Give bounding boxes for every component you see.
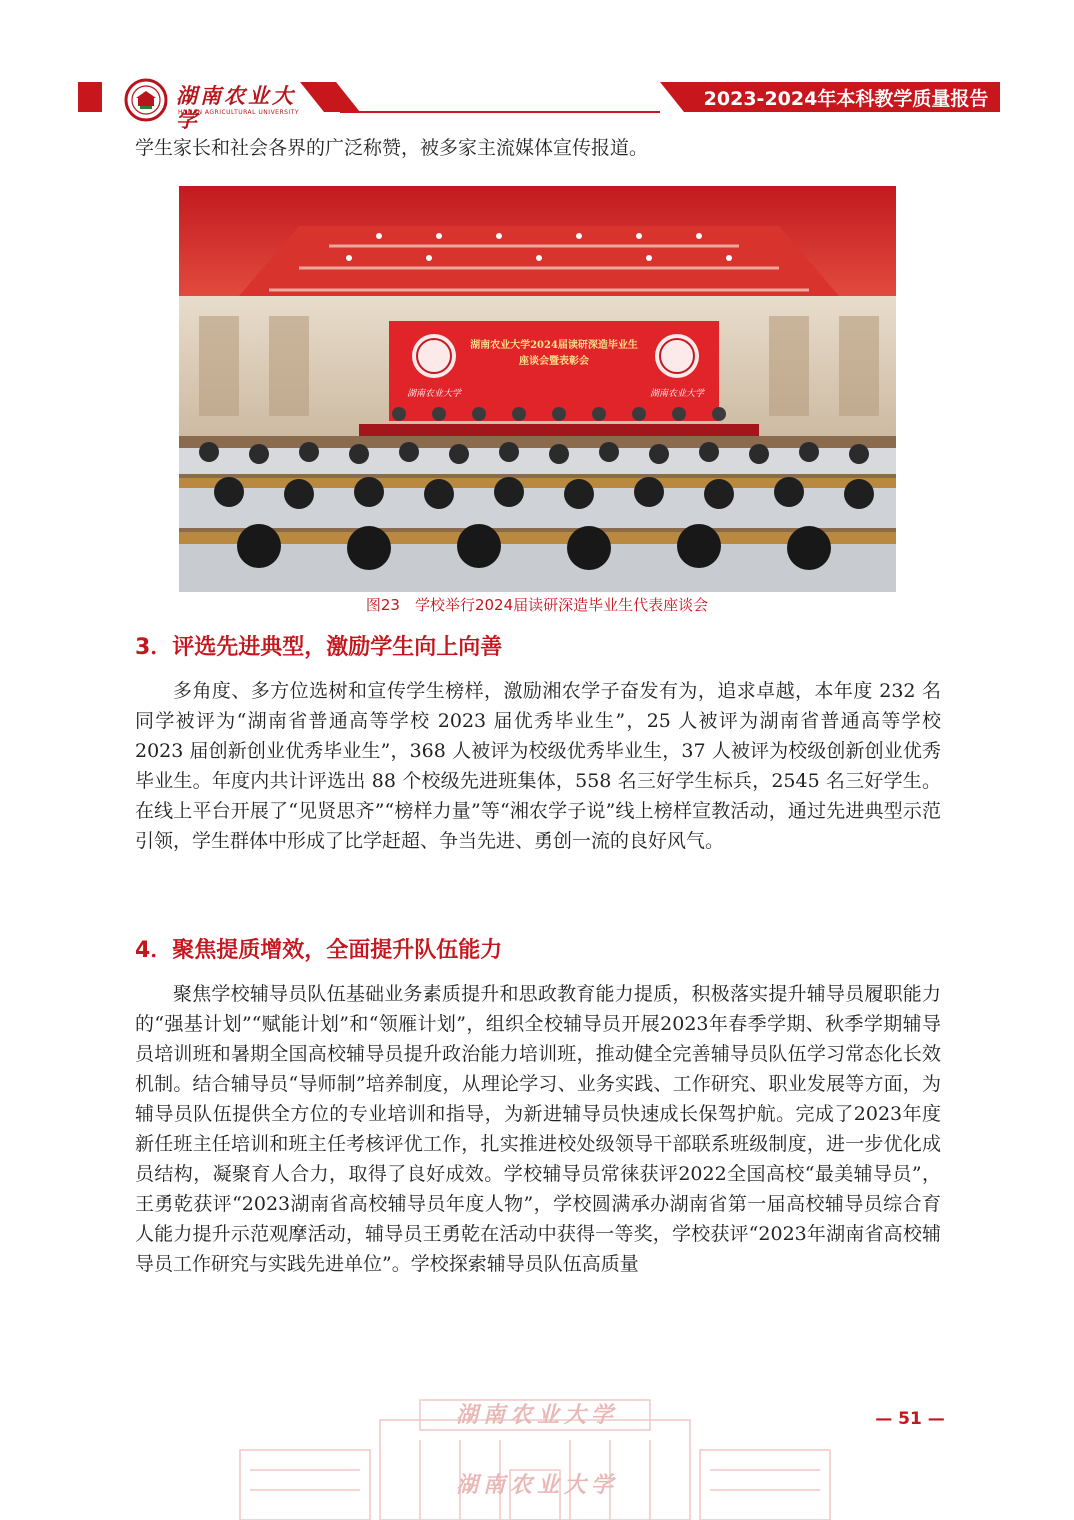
page-number: — 51 —: [875, 1409, 945, 1429]
university-logo-subtext: HUNAN AGRICULTURAL UNIVERSITY: [178, 109, 300, 116]
section-3-heading: 3．评选先进典型，激励学生向上向善: [135, 635, 503, 660]
meeting-hall-illustration: [179, 186, 896, 592]
section-4-body: [135, 979, 941, 1279]
report-title: 2023-2024年本科教学质量报告: [703, 88, 989, 110]
section-3-paragraph: 多角度、多方位选树和宣传学生榜样，激励湘农学子奋发有为，追求卓越，本年度 232 名同学被评为“湖南省普通高等学校 2023 届优秀毕业生”，25 人被评为湖南省普通高等学校 2023 届创新创业优秀毕业生”，368 人被评为校级优秀毕业生，37 人被评为校级创新创业优秀毕业生。年度内共计评选出 88 个校级先进班集体，558 名三好学生标兵，2545 名三好学生。在线上平台开展了“见贤思齐”“榜样力量”等“湘农学子说”线上榜样宣教活动，通过先进典型示范引领，学生群体中形成了比学赶超、争当先进、勇创一流的良好风气。: [135, 680, 941, 852]
section-4-heading: 4．聚焦提质增效，全面提升队伍能力: [135, 938, 503, 963]
header-spacer: [344, 82, 674, 112]
intro-line: 学生家长和社会各界的广泛称赞，被多家主流媒体宣传报道。: [135, 137, 649, 159]
stage-logo-right: 湖南农业大学: [649, 389, 705, 399]
figure-photo: [179, 186, 896, 592]
university-seal-icon: [124, 78, 168, 122]
footer-logo-bottom: 湖南农业大学: [455, 1472, 618, 1498]
stage-line-1: 湖南农业大学2024届读研深造毕业生: [470, 340, 638, 351]
stage-line-2: 座谈会暨表彰会: [519, 356, 589, 367]
section-3-body: [135, 676, 941, 856]
stage-logo-left: 湖南农业大学: [406, 389, 462, 399]
footer-logo-top: 湖南农业大学: [455, 1402, 618, 1428]
intro-block: [135, 133, 941, 163]
page-footer: [0, 1390, 1074, 1520]
page-header: [0, 78, 1074, 132]
header-left-block: [78, 82, 102, 112]
university-logo-text: 湖南农业大学: [176, 83, 296, 132]
header-slash-1: [300, 82, 360, 112]
figure-caption: 图23 学校举行2024届读研深造毕业生代表座谈会: [365, 596, 709, 614]
section-4-paragraph: 聚焦学校辅导员队伍基础业务素质提升和思政教育能力提质，积极落实提升辅导员履职能力的“强基计划”“赋能计划”和“领雁计划”，组织全校辅导员开展2023年春季学期、秋季学期辅导员培训班和暑期全国高校辅导员提升政治能力培训班，推动健全完善辅导员队伍学习常态化长效机制。结合辅导员“导师制”培养制度，从理论学习、业务实践、工作研究、职业发展等方面，为辅导员队伍提供全方位的专业培训和指导，为新进辅导员快速成长保驾护航。完成了2023年度新任班主任培训和班主任考核评优工作，扎实推进校处级领导干部联系班级制度，进一步优化成员结构，凝聚育人合力，取得了良好成效。学校辅导员常徕获评2022全国高校“最美辅导员”，王勇乾获评“2023湖南省高校辅导员年度人物”，学校圆满承办湖南省第一届高校辅导员综合育人能力提升示范观摩活动，辅导员王勇乾在活动中获得一等奖，学校获评“2023年湖南省高校辅导员工作研究与实践先进单位”。学校探索辅导员队伍高质量: [135, 983, 941, 1275]
